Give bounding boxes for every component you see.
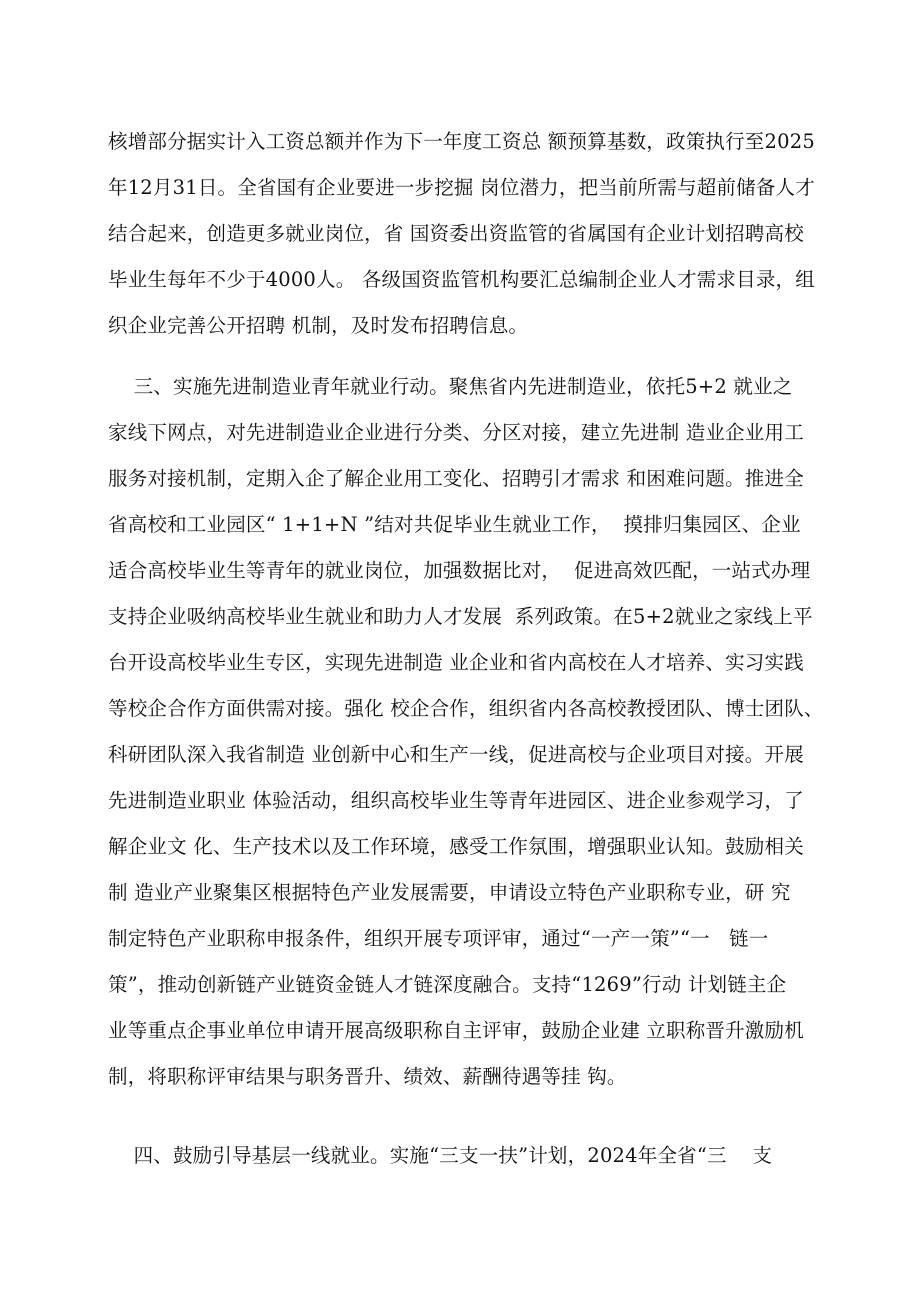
- text-line: 四、鼓励引导基层一线就业。实施“三支一扶”计划，2024年全省“三 支: [108, 1144, 773, 1167]
- text-line: 制定特色产业职称申报条件，组织开展专项评审，通过“一产一策”“一 链一: [108, 927, 769, 950]
- text-line: 解企业文 化、生产技术以及工作环境，感受工作氛围，增强职业认知。鼓励相关: [108, 835, 804, 858]
- text-line: 核增部分据实计入工资总额并作为下一年度工资总 额预算基数，政策执行至2025: [108, 130, 815, 153]
- text-line: 制 造业产业聚集区根据特色产业发展需要，申请设立特色产业职称专业，研 究: [108, 881, 791, 904]
- text-line: 年12月31日。全省国有企业要进一步挖掘 岗位潜力，把当前所需与超前储备人才: [108, 176, 815, 199]
- text-line: 服务对接机制，定期入企了解企业用工变化、招聘引才需求 和困难问题。推进全: [108, 467, 804, 490]
- text-line: 支持企业吸纳高校毕业生就业和助力人才发展 系列政策。在5+2就业之家线上平: [108, 605, 813, 628]
- text-line: 毕业生每年不少于4000人。 各级国资监管机构要汇总编制企业人才需求目录，组: [108, 268, 815, 291]
- text-line: 制，将职称评审结果与职务晋升、绩效、薪酬待遇等挂 钩。: [108, 1065, 627, 1088]
- text-line: 台开设高校毕业生专区，实现先进制造 业企业和省内高校在人才培养、实习实践: [108, 651, 804, 674]
- text-line: 家线下网点，对先进制造业企业进行分类、分区对接，建立先进制 造业企业用工: [108, 421, 804, 444]
- text-line: 先进制造业职业 体验活动，组织高校毕业生等青年进园区、进企业参观学习，了: [108, 789, 804, 812]
- text-line: 省高校和工业园区“ 1+1+N ”结对共促毕业生就业工作， 摸排归集园区、企业: [108, 513, 801, 536]
- text-line: 三、实施先进制造业青年就业行动。聚焦省内先进制造业，依托5+2 就业之: [108, 375, 793, 398]
- text-line: 适合高校毕业生等青年的就业岗位，加强数据比对， 促进高效匹配，一站式办理: [108, 559, 811, 582]
- text-line: 策”，推动创新链产业链资金链人才链深度融合。支持“1269”行动 计划链主企: [108, 973, 787, 996]
- text-line: 织企业完善公开招聘 机制，及时发布招聘信息。: [108, 314, 529, 337]
- text-line: 业等重点企事业单位申请开展高级职称自主评审，鼓励企业建 立职称晋升激励机: [108, 1019, 804, 1042]
- text-line: 结合起来，创造更多就业岗位，省 国资委出资监管的省属国有企业计划招聘高校: [108, 222, 804, 245]
- text-line: 等校企合作方面供需对接。强化 校企合作，组织省内各高校教授团队、博士团队、: [108, 697, 824, 720]
- text-line: 科研团队深入我省制造 业创新中心和生产一线，促进高校与企业项目对接。开展: [108, 743, 804, 766]
